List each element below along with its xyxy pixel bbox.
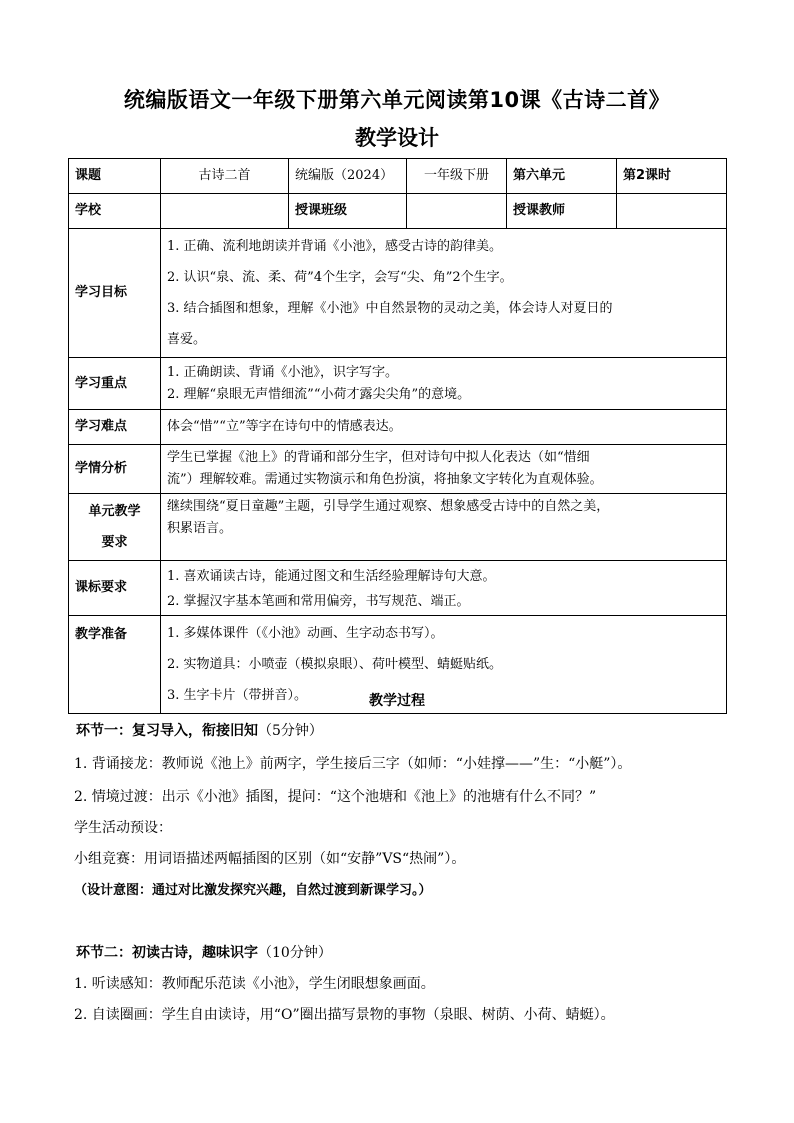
- table-row: [69, 445, 727, 494]
- table-row: [69, 561, 727, 616]
- prep-item: 1. 多媒体课件（《小池》动画、生字动态书写）。: [167, 626, 444, 641]
- document-title: 统编版语文一年级下册第六单元阅读第10课《古诗二首》: [123, 88, 671, 112]
- step2-line: 2. 自读圈画：学生自由读诗，用“O”圈出描写景物的事物（泉眼、树荫、小荷、蜻蜓）。: [74, 1007, 615, 1023]
- step1-time: （5分钟）: [258, 723, 323, 739]
- table-row: [69, 194, 727, 229]
- cell-grade: 一年级下册: [407, 159, 507, 194]
- step1-line: 小组竞赛：用词语描述两幅插图的区别（如“安静”VS“热闹”）。: [74, 851, 466, 867]
- analysis-line: 流”）理解较难。需通过实物演示和角色扮演，将抽象文字转化为直观体验。: [167, 472, 603, 487]
- key-point-item: 2. 理解“泉眼无声惜细流”“小荷才露尖尖角”的意境。: [167, 386, 471, 402]
- unit-req-label-line: 单元教学: [88, 504, 141, 519]
- key-points-cell: [161, 358, 727, 410]
- process-heading: 教学过程: [369, 693, 425, 709]
- step1-line: 学生活动预设：: [74, 820, 172, 836]
- table-row: [69, 358, 727, 410]
- curriculum-item: 2. 掌握汉字基本笔画和常用偏旁，书写规范、端正。: [167, 594, 470, 609]
- step2-time: （10分钟）: [258, 945, 332, 961]
- objectives-label: 学习目标: [69, 229, 161, 358]
- objectives-cell: [161, 229, 727, 358]
- curriculum-cell: [161, 561, 727, 616]
- unit-req-line: 继续围绕“夏日童趣”主题，引导学生通过观察、想象感受古诗中的自然之美，: [167, 499, 610, 514]
- objective-item: 1. 正确、流利地朗读并背诵《小池》，感受古诗的韵律美。: [167, 239, 503, 254]
- difficulty-label: 学习难点: [69, 410, 161, 445]
- step2-heading: [76, 942, 332, 962]
- cell-edition: 统编版（2024）: [289, 159, 407, 194]
- key-point-item: 1. 正确朗读、背诵《小池》，识字写字。: [167, 364, 399, 380]
- prep-item: 2. 实物道具：小喷壶（模拟泉眼）、荷叶模型、蜻蜓贴纸。: [167, 657, 503, 672]
- unit-req-label-line: 要求: [101, 535, 128, 550]
- analysis-label: 学情分析: [69, 445, 161, 494]
- table-row: [69, 159, 727, 194]
- table-row: [69, 229, 727, 358]
- unit-req-line: 积累语言。: [167, 521, 233, 536]
- table-row: [69, 410, 727, 445]
- analysis-line: 学生已掌握《池上》的背诵和部分生字，但对诗句中拟人化表达（如“惜细: [167, 450, 590, 465]
- cell-class-value: [407, 194, 507, 229]
- prep-item: 3. 生字卡片（带拼音）。: [167, 688, 308, 703]
- step2-title: 环节二：初读古诗，趣味识字: [76, 945, 258, 961]
- unit-req-label: [69, 494, 161, 561]
- prep-label: 教学准备: [69, 616, 161, 714]
- step1-line: 1. 背诵接龙：教师说《池上》前两字，学生接后三字（如师：“小娃撑——”生：“小艇”）。: [74, 756, 632, 772]
- step1-title: 环节一：复习导入，衔接旧知: [76, 723, 258, 739]
- table-row: [69, 494, 727, 561]
- document-subtitle: 教学设计: [355, 126, 439, 150]
- cell-topic-label: 课题: [69, 159, 161, 194]
- step1-intent: （设计意图：通过对比激发探究兴趣，自然过渡到新课学习。）: [74, 883, 432, 898]
- step1-heading: [76, 720, 323, 740]
- cell-teacher-label: 授课教师: [507, 194, 617, 229]
- objective-item: 喜爱。: [167, 332, 207, 347]
- cell-lesson-period: 第2课时: [617, 159, 727, 194]
- objective-item: 3. 结合插图和想象，理解《小池》中自然景物的灵动之美，体会诗人对夏日的: [167, 301, 613, 316]
- step1-line: 2. 情境过渡：出示《小池》插图，提问：“这个池塘和《池上》的池塘有什么不同？”: [74, 789, 597, 805]
- cell-school-value: [161, 194, 289, 229]
- cell-school-label: 学校: [69, 194, 161, 229]
- cell-class-label: 授课班级: [289, 194, 407, 229]
- key-points-label: 学习重点: [69, 358, 161, 410]
- cell-unit: 第六单元: [507, 159, 617, 194]
- step2-line: 1. 听读感知：教师配乐范读《小池》，学生闭眼想象画面。: [74, 976, 435, 992]
- curriculum-item: 1. 喜欢诵读古诗，能通过图文和生活经验理解诗句大意。: [167, 569, 496, 584]
- cell-topic-value: 古诗二首: [161, 159, 289, 194]
- curriculum-label: 课标要求: [69, 561, 161, 616]
- analysis-cell: [161, 445, 727, 494]
- difficulty-cell: 体会“惜”“立”等字在诗句中的情感表达。: [161, 410, 727, 445]
- lesson-info-table: [68, 158, 727, 714]
- cell-teacher-value: [617, 194, 727, 229]
- objective-item: 2. 认识“泉、流、柔、荷”4个生字，会写“尖、角”2个生字。: [167, 270, 513, 285]
- unit-req-cell: [161, 494, 727, 561]
